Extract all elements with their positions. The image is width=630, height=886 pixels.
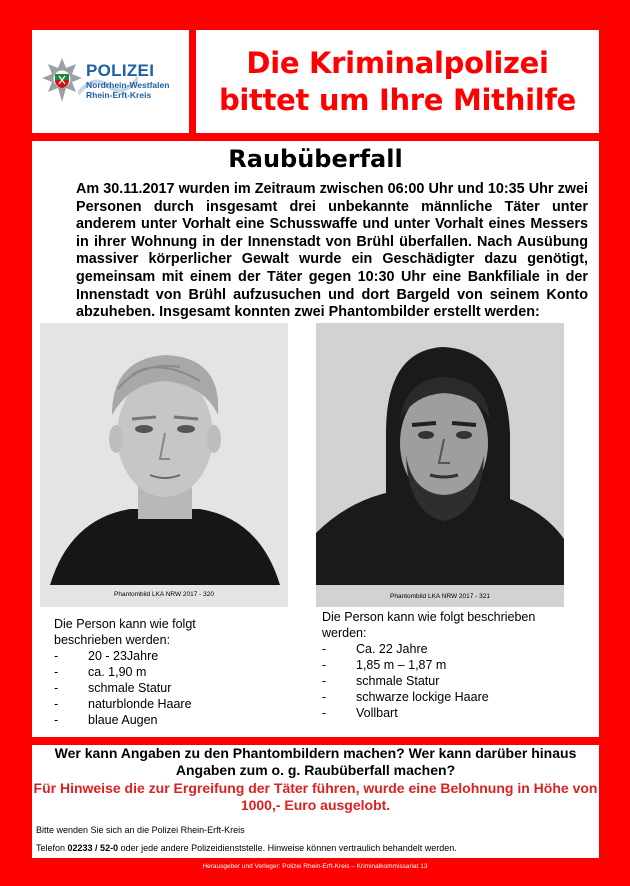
suspect-2-traits	[322, 641, 562, 721]
appeal-panel	[32, 745, 599, 858]
logo-wave-icon	[78, 64, 138, 100]
trait-text: ca. 1,90 m	[88, 665, 147, 679]
list-item: - 20 - 23Jahre	[54, 649, 159, 663]
list-item: - naturblonde Haare	[54, 697, 192, 711]
suspect-1-traits	[54, 648, 254, 728]
phantom-sketch-1	[40, 323, 288, 607]
trait-text: naturblonde Haare	[88, 697, 192, 711]
appeal-question: Wer kann Angaben zu den Phantombildern machen? Wer kann darüber hinaus Angaben zum o. g. Raubüberfall machen?	[54, 745, 577, 778]
list-item: - schwarze lockige Haare	[322, 690, 489, 704]
logo-state: Nordrhein-Westfalen	[86, 80, 170, 90]
logo-district: Rhein-Erft-Kreis	[86, 90, 152, 100]
trait-text: schwarze lockige Haare	[356, 690, 489, 704]
list-item: - ca. 1,90 m	[54, 665, 147, 679]
list-item: - 1,85 m – 1,87 m	[322, 658, 447, 672]
trait-text: schmale Statur	[356, 674, 440, 688]
trait-text: Ca. 22 Jahre	[356, 642, 428, 656]
suspect-1-description	[54, 616, 254, 728]
suspect-2-intro: Die Person kann wie folgt beschrieben werden:	[322, 610, 536, 640]
contact-line: Bitte wenden Sie sich an die Polizei Rhein-Erft-Kreis	[36, 825, 245, 835]
logo-panel	[32, 30, 189, 133]
main-panel	[32, 141, 599, 737]
phone-prefix: Telefon	[36, 843, 68, 853]
logo-polizei: POLIZEI	[86, 61, 155, 80]
sketch-2-caption: Phantombild LKA NRW 2017 - 321	[390, 593, 490, 600]
list-item: - Ca. 22 Jahre	[322, 642, 428, 656]
face-sketch-2-image	[316, 323, 564, 607]
trait-text: schmale Statur	[88, 681, 172, 695]
list-item: - Vollbart	[322, 706, 398, 720]
trait-text: 1,85 m – 1,87 m	[356, 658, 447, 672]
phone-number: 02233 / 52-0	[67, 843, 119, 853]
suspect-1-intro: Die Person kann wie folgt beschrieben werden:	[54, 617, 196, 647]
suspect-2-description	[322, 609, 562, 721]
face-sketch-1-image	[40, 323, 288, 607]
title-line-1: Die Kriminalpolizei	[246, 45, 549, 80]
page-title: Raubüberfall	[228, 145, 403, 173]
title-panel	[196, 30, 599, 133]
phantom-sketch-2	[316, 323, 564, 607]
list-item: - schmale Statur	[322, 674, 440, 688]
title-line-2: bittet um Ihre Mithilfe	[218, 82, 577, 117]
phone-line	[36, 843, 457, 853]
trait-text: 20 - 23Jahre	[88, 649, 159, 663]
list-item: - schmale Statur	[54, 681, 172, 695]
incident-description: Am 30.11.2017 wurden im Zeitraum zwischen 06:00 Uhr und 10:35 Uhr zwei Personen durch insgesamt drei unbekannte männliche Täter unter anderem unter Vorhalt eine Schusswaffe und unter Vorhalt eines Messers in ihrer Wohnung in der Innenstadt von Brühl überfallen. Nach Ausübung massiver körperlicher Gewalt wurde ein Geschädigter dazu genötigt, gemeinsam mit einem der Täter gegen 10:30 Uhr eine Bankfiliale in der Innenstadt von Brühl aufzusuchen und dort Bargeld von seinem Konto abzuheben. Insgesamt konnten zwei Phantombilder erstellt werden:	[76, 181, 588, 321]
trait-text: Vollbart	[356, 706, 398, 720]
reward-notice: Für Hinweise die zur Ergreifung der Täter führen, wurde eine Belohnung in Höhe von 1000,- Euro ausgelobt.	[33, 780, 598, 813]
sketch-1-caption: Phantombild LKA NRW 2017 - 320	[114, 591, 214, 598]
trait-text: blaue Augen	[88, 713, 158, 727]
list-item: - blaue Augen	[54, 713, 158, 727]
publisher-footer: Herausgeber und Verleger: Polizei Rhein-Erft-Kreis – Kriminalkommissariat 13	[202, 863, 428, 870]
police-star-icon	[42, 58, 82, 102]
phone-suffix: oder jede andere Polizeidienststelle. Hinweise können vertraulich behandelt werden.	[118, 843, 457, 853]
